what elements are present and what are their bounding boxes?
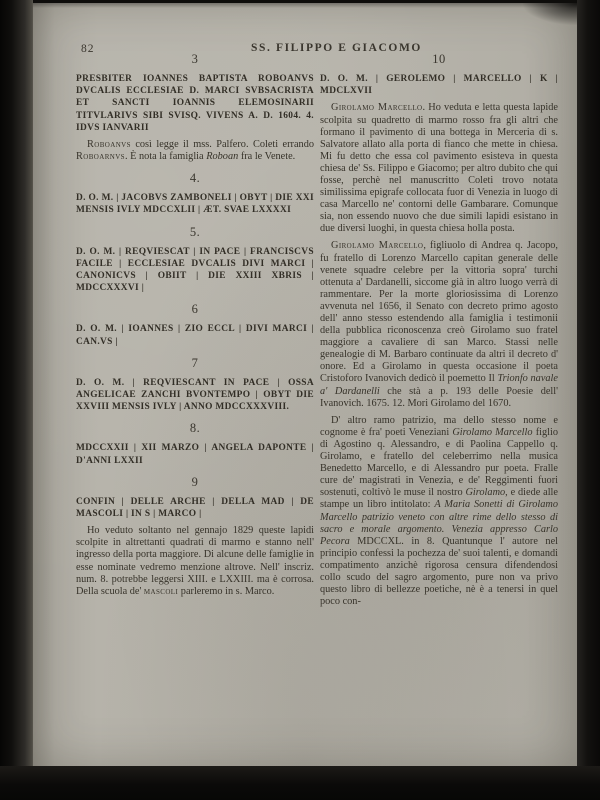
text-segment: parleremo in s. Marco. (178, 585, 275, 597)
text-segment: Trionfo navale a' Dardanelli (320, 373, 558, 397)
text-segment: Girolamo Marcello (452, 426, 533, 438)
section-number: 4. (189, 171, 201, 186)
text-segment: Girolamo Marcello (331, 240, 424, 252)
text-segment: Ho veduto soltanto nel gennajo 1829 queste lapidi scolpite in altrettanti quadrati di marmo e stanno nell' ingresso della porta maggiore. Di alcune delle famiglie in esse nominate vedremo menzione altrove. Nell' inscriz. num. 8. potrebbe leggersi XIII. e LXXIII. ma è corrosa. Della scuola de' (76, 525, 314, 597)
text-segment: Girolamo Marcello (331, 102, 423, 114)
corner-shade (523, 3, 577, 25)
inscription-text: CONFIN | DELLE ARCHE | DELLA MAD | DE MASCOLI | IN S | MARCO | (76, 496, 314, 520)
paragraph (320, 415, 558, 609)
page-paper (33, 3, 577, 766)
section-number: 3 (191, 52, 199, 66)
running-title: SS. FILIPPO E GIACOMO (251, 42, 422, 54)
text-segment: Girolamo (465, 487, 506, 499)
text-segment: . È nota la famiglia (124, 151, 207, 163)
text-segment: A Maria Sonetti di Girolamo Marcello patrizio veneto con altre rime dello stesso di sacro e morale argomento. Venezia appresso Carlo Pecora (320, 499, 558, 547)
inscription-text: PRESBITER IOANNES BAPTISTA ROBOANVS DVCALIS ECCLESIAE D. MARCI SVBSACRISTA ET SANCTI IOANNIS ELEMOSINARII TITVLARIVS SIBI SVISQ. VIVENS A. D. 1604. 4. IDVS IANVARII (76, 74, 314, 133)
text-segment: fra le Venete. (238, 151, 296, 163)
left-column (76, 52, 314, 598)
page-number: 82 (81, 43, 95, 55)
inscription-text: D. O. M. | IOANNES | ZIO ECCL | DIVI MARCI | CAN.VS | (76, 324, 314, 347)
paragraph (76, 139, 314, 163)
text-segment: mascoli (143, 585, 179, 597)
paragraph (76, 525, 314, 598)
text-segment: , e diede alle stampe un libro intitolato: (320, 487, 558, 511)
text-segment: Roboan (206, 151, 239, 163)
text-segment: che stà a p. 193 delle Poesie dell' Ivanovich. 1675. 12. Mori Girolamo del 1670. (320, 385, 558, 409)
scan-right-edge (577, 0, 600, 800)
text-segment: D' altro ramo patrizio, ma dello stesso nome e cognome è fra' poeti Veneziani (320, 414, 558, 438)
top-edge-shade (33, 3, 577, 8)
paragraph (320, 102, 558, 235)
text-segment: , figliuolo di Andrea q. Jacopo, fu fratello di Lorenzo Marcello capitan generale delle venete squadre celebre per la vittoria sopra' turchi ottenuta a' Dardanelli, siccome già in altro luogo verrà di rammentare. Per la morte gloriosissima di Lorenzo avvenuta nel 1656, il Senato con decreto primo agosto dell' anno stesso estendendo alla famiglia i testimonii della pubblica riconoscenza creò Girolamo suo fratel maggiore a cavaliere di san Marco. Stassi nelle genealogie di M. Barbaro continuate da altri il decreto d' onore. Ed a Girolamo in questa occasione il poeta Cristoforo Ivanovich dedicò il poemetto Il (320, 240, 558, 385)
section-number: 7 (191, 355, 199, 370)
inscription-text: D. O. M. | REQVIESCANT IN PACE | OSSA ANGELICAE ZANCHI BVONTEMPO | OBYT DIE XXVIII MENSIS IVLY | ANNO MDCCXXXVIII. (76, 377, 314, 413)
inscription-text: D. O. M. | GEROLEMO | MARCELLO | K | MDCLXVII (320, 74, 558, 97)
scan-bottom-edge (0, 766, 600, 800)
right-column (320, 52, 558, 608)
text-segment: così legge il mss. Palfero. Coleti errando (130, 139, 314, 151)
text-segment: figlio di Agostino q. Alessandro, e di Paolina Cappello q. Girolamo, e fratello del celeberrimo nella musica Benedetto Marcello, e di Alessandro pur poeta. Fralle cure de' magistrati in Venezia, e de' Reggimenti fuori sostenuti, coltivò le muse il nostro (320, 426, 559, 499)
section-number: 5. (189, 224, 201, 239)
section-number: 6 (191, 302, 199, 317)
text-segment: Roboanvs (87, 139, 131, 151)
section-number: 9 (191, 474, 199, 489)
text-segment: . Ho veduta e letta questa lapide scolpita su quadretto di marmo rosso fra gli altri che formano il pavimento di una bottega in Merceria di s. Salvatore allato alla porta di fianco che mette in chiesa. Mi fu detto che essa col pavimento esisteva in questa chiesa de' Ss. Filippo e Giacomo; per altro dubito che qui fosse, perchè nel manuscritto Coleti trovo notata similissima epigrafe collocata fuor di Venezia in luogo di casa Marcello ne' contorni delle Gambarare. Comunque sia, non essendo nuovo che due simili lapidi esistano in due diversi luoghi, in questa chiesa holla posta. (320, 102, 558, 235)
scan-gutter-shadow (0, 0, 33, 800)
inscription-text: MDCCXXII | XII MARZO | ANGELA DAPONTE | D'ANNI LXXII (76, 443, 314, 466)
text-segment: Roboarnvs (76, 151, 125, 163)
section-number: 8. (189, 421, 201, 436)
inscription-text: D. O. M. | JACOBVS ZAMBONELI | OBYT | DIE XXI MENSIS IVLY MDCCXLII | ÆT. SVAE LXXXXI (76, 193, 314, 216)
text-segment: MDCCXL. in 8. Quantunque l' autore nel principio confessi la pochezza de' suoi talenti, e domandi compatimento anzichè rigorosa censura difendendosi collo scudo del sagro argomento, pure non va privo questo libro di bellezze poetiche, nè è a tenersi in quel poco con- (320, 535, 558, 608)
section-number: 10 (432, 52, 446, 66)
inscription-text: D. O. M. | REQVIESCAT | IN PACE | FRANCISCVS FACILE | ECCLESIAE DVCALIS DIVI MARCI | CANONICVS | OBIIT | DIE XXIII XBRIS | MDCCXXXVI | (76, 246, 314, 294)
paragraph (320, 240, 558, 409)
